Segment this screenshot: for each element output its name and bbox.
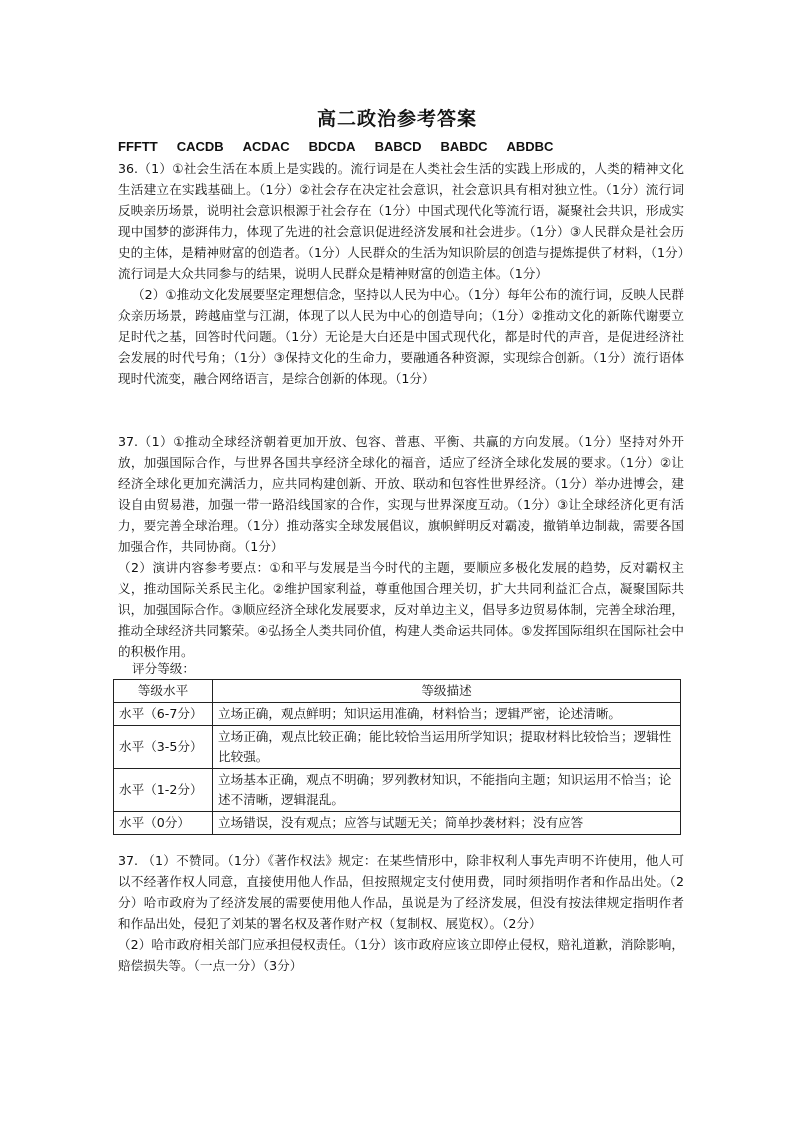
level-cell: 水平（0分） — [114, 812, 213, 835]
multiple-choice-answers — [118, 139, 572, 154]
answer-group: BDCDA — [308, 139, 356, 154]
answer-group: ABDBC — [506, 139, 554, 154]
description-cell: 立场正确，观点鲜明；知识运用准确，材料恰当；逻辑严密，论述清晰。 — [213, 703, 681, 726]
q36-part2: （2）①推动文化发展要坚定理想信念，坚持以人民为中心。（1分）每年公布的流行词，反映人民群众亲历场景，跨越庙堂与江湖，体现了以人民为中心的创造导向；（1分）②推动文化的新陈代谢要立足时代之基，回答时代问题。（1分）无论是大白还是中国式现代化，都是时代的声音，是促进经济社会发展的时代号角；（1分）③保持文化的生命力，要融通各种资源，实现综合创新。（1分）流行语体现时代流变，融合网络语言，是综合创新的体现。（1分） — [118, 287, 684, 386]
table-row — [114, 769, 681, 812]
description-cell: 立场正确，观点比较正确；能比较恰当运用所学知识；提取材料比较恰当；逻辑性比较强。 — [213, 726, 681, 769]
description-cell: 立场基本正确，观点不明确；罗列教材知识，不能指向主题；知识运用不恰当；论述不清晰，逻辑混乱。 — [213, 769, 681, 812]
table-row — [114, 703, 681, 726]
description-cell: 立场错误，没有观点；应答与试题无关；简单抄袭材料；没有应答 — [213, 812, 681, 835]
grading-label: 评分等级： — [132, 661, 195, 676]
level-cell: 水平（6-7分） — [114, 703, 213, 726]
answer-group: CACDB — [176, 139, 224, 154]
level-cell: 水平（3-5分） — [114, 726, 213, 769]
header-description: 等级描述 — [213, 680, 681, 703]
table-row — [114, 726, 681, 769]
question-37-law-answer — [118, 850, 684, 976]
q37b-part2: （2）哈市政府相关部门应承担侵权责任。（1分）该市政府应该立即停止侵权，赔礼道歉，消除影响，赔偿损失等。（一点一分）（3分） — [118, 937, 684, 973]
q37-part2: （2）演讲内容参考要点：①和平与发展是当今时代的主题，要顺应多极化发展的趋势，反对霸权主义，推动国际关系民主化。②维护国家利益，尊重他国合理关切，扩大共同利益汇合点，凝聚国际共识，加强国际合作。③顺应经济全球化发展要求，反对单边主义，倡导多边贸易体制，完善全球治理，推动全球经济共同繁荣。④弘扬全人类共同价值，构建人类命运共同体。⑤发挥国际组织在国际社会中的积极作用。 — [118, 560, 684, 659]
q36-part1: 36.（1）①社会生活在本质上是实践的。流行词是在人类社会生活的实践上形成的，人类的精神文化生活建立在实践基础上。（1分）②社会存在决定社会意识，社会意识具有相对独立性。（1分）流行词反映亲历场景，说明社会意识根源于社会存在（1分）中国式现代化等流行语，凝聚社会共识，形成实现中国梦的澎湃伟力，体现了先进的社会意识促进经济发展和社会进步。（1分）③人民群众是社会历史的主体，是精神财富的创造者。（1分）人民群众的生活为知识阶层的创造与提炼提供了材料，（1分）流行词是大众共同参与的结果，说明人民群众是精神财富的创造主体。（1分） — [118, 161, 684, 281]
answer-group: ACDAC — [242, 139, 290, 154]
level-cell: 水平（1-2分） — [114, 769, 213, 812]
table-row — [114, 812, 681, 835]
grading-table — [113, 679, 681, 835]
header-level: 等级水平 — [114, 680, 213, 703]
answer-group: FFFTT — [118, 139, 158, 154]
q37-part1: 37.（1）①推动全球经济朝着更加开放、包容、普惠、平衡、共赢的方向发展。（1分）坚持对外开放，加强国际合作，与世界各国共享经济全球化的福音，适应了经济全球化发展的要求。（1分）②让经济全球化更加充满活力，应共同构建创新、开放、联动和包容性世界经济。（1分）举办进博会，建设自由贸易港，加强一带一路沿线国家的合作，实现与世界深度互动。（1分）③让全球经济化更有活力，要完善全球治理。（1分）推动落实全球发展倡议，旗帜鲜明反对霸凌，撤销单边制裁，需要各国加强合作，共同协商。（1分） — [118, 434, 684, 554]
q37b-part1: 37. （1）不赞同。（1分）《著作权法》规定：在某些情形中，除非权利人事先声明不许使用，他人可以不经著作权人同意，直接使用他人作品，但按照规定支付使用费，同时须指明作者和作品出处。（2分）哈市政府为了经济发展的需要使用他人作品，虽说是为了经济发展，但没有按法律规定指明作者和作品出处，侵犯了刘某的署名权及著作财产权（复制权、展览权）。（2分） — [118, 853, 684, 931]
answer-group: BABDC — [440, 139, 488, 154]
table-header-row — [114, 680, 681, 703]
page-title: 高二政治参考答案 — [316, 108, 477, 130]
answer-group: BABCD — [374, 139, 422, 154]
question-37-answer — [118, 431, 684, 662]
question-36-answer — [118, 158, 684, 389]
